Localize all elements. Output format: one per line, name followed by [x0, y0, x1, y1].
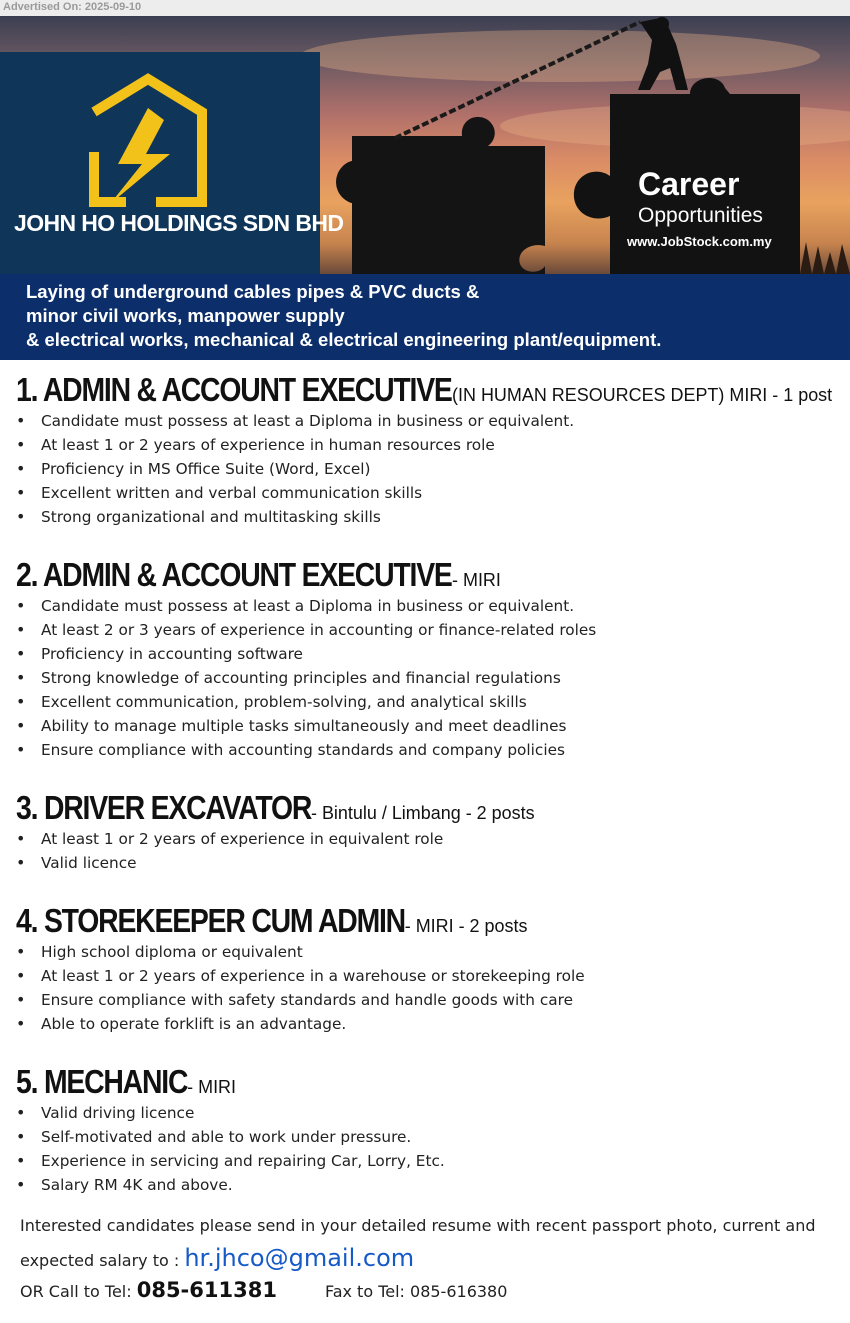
requirement-item: • Ensure compliance with safety standards and handle goods with care — [16, 988, 836, 1012]
description-line: Laying of underground cables pipes & PVC ducts & — [26, 281, 480, 302]
requirement-item: • Proficiency in MS Office Suite (Word, Excel) — [16, 457, 836, 481]
requirements-list — [16, 1101, 836, 1197]
job-title: 2. ADMIN & ACCOUNT EXECUTIVE- MIRI — [16, 556, 721, 594]
contact-phone-line — [20, 1278, 507, 1302]
job-subtitle: - MIRI - 2 posts — [404, 916, 528, 936]
contact-email-line — [20, 1244, 414, 1272]
requirement-item: • Proficiency in accounting software — [16, 642, 836, 666]
advert-bar — [0, 0, 850, 16]
job-subtitle: - MIRI — [187, 1077, 237, 1097]
requirement-item: • Ensure compliance with accounting standards and company policies — [16, 738, 836, 762]
call-prefix: OR Call to Tel: — [20, 1282, 137, 1301]
requirements-list — [16, 827, 836, 875]
requirement-item: • Candidate must possess at least a Diploma in business or equivalent. — [16, 594, 836, 618]
contact-instructions: Interested candidates please send in your detailed resume with recent passport photo, current and — [20, 1216, 816, 1235]
description-line: minor civil works, manpower supply — [26, 305, 345, 326]
job-title: 5. MECHANIC- MIRI — [16, 1063, 721, 1101]
description-line: & electrical works, mechanical & electrical engineering plant/equipment. — [26, 329, 662, 350]
requirement-item: • Valid licence — [16, 851, 836, 875]
job-subtitle: - MIRI — [451, 570, 501, 590]
requirement-item: • High school diploma or equivalent — [16, 940, 836, 964]
job-subtitle: (IN HUMAN RESOURCES DEPT) MIRI - 1 post — [451, 385, 832, 405]
job-posting — [16, 1063, 836, 1197]
email-link[interactable]: hr.jhco@gmail.com — [184, 1244, 415, 1272]
job-posting — [16, 556, 836, 762]
requirements-list — [16, 409, 836, 529]
requirement-item: • Self-motivated and able to work under pressure. — [16, 1125, 836, 1149]
job-title: 1. ADMIN & ACCOUNT EXECUTIVE(IN HUMAN RESOURCES DEPT) MIRI - 1 post — [16, 371, 721, 409]
requirements-list — [16, 940, 836, 1036]
website-link[interactable]: www.JobStock.com.my — [627, 234, 772, 249]
job-posting — [16, 789, 836, 875]
fax-number: Fax to Tel: 085-616380 — [324, 1282, 508, 1301]
company-name: JOHN HO HOLDINGS SDN BHD — [14, 210, 344, 236]
job-title: 3. DRIVER EXCAVATOR- Bintulu / Limbang - 2 posts — [16, 789, 721, 827]
requirement-item: • Candidate must possess at least a Diploma in business or equivalent. — [16, 409, 836, 433]
requirement-item: • Valid driving licence — [16, 1101, 836, 1125]
phone-number[interactable]: 085-611381 — [136, 1278, 277, 1302]
requirement-item: • At least 2 or 3 years of experience in accounting or finance-related roles — [16, 618, 836, 642]
requirement-item: • At least 1 or 2 years of experience in equivalent role — [16, 827, 836, 851]
requirement-item: • Strong organizational and multitasking skills — [16, 505, 836, 529]
requirement-item: • Able to operate forklift is an advantage. — [16, 1012, 836, 1036]
requirement-item: • At least 1 or 2 years of experience in a warehouse or storekeeping role — [16, 964, 836, 988]
requirements-list — [16, 594, 836, 762]
email-prefix: expected salary to : — [20, 1251, 185, 1270]
advertised-date: Advertised On: 2025-09-10 — [3, 1, 142, 13]
business-description — [0, 274, 850, 360]
requirement-item: • At least 1 or 2 years of experience in human resources role — [16, 433, 836, 457]
career-heading: Career — [638, 166, 740, 202]
job-posting — [16, 902, 836, 1036]
requirement-item: • Excellent written and verbal communication skills — [16, 481, 836, 505]
requirement-item: • Strong knowledge of accounting principles and financial regulations — [16, 666, 836, 690]
job-posting — [16, 371, 836, 529]
opportunities-heading: Opportunities — [638, 204, 763, 227]
requirement-item: • Experience in servicing and repairing Car, Lorry, Etc. — [16, 1149, 836, 1173]
house-lightning-logo-icon — [0, 52, 344, 274]
job-subtitle: - Bintulu / Limbang - 2 posts — [311, 803, 535, 823]
requirement-item: • Ability to manage multiple tasks simultaneously and meet deadlines — [16, 714, 836, 738]
requirement-item: • Excellent communication, problem-solving, and analytical skills — [16, 690, 836, 714]
company-logo-panel — [0, 52, 344, 274]
requirement-item: • Salary RM 4K and above. — [16, 1173, 836, 1197]
job-title: 4. STOREKEEPER CUM ADMIN- MIRI - 2 posts — [16, 902, 721, 940]
